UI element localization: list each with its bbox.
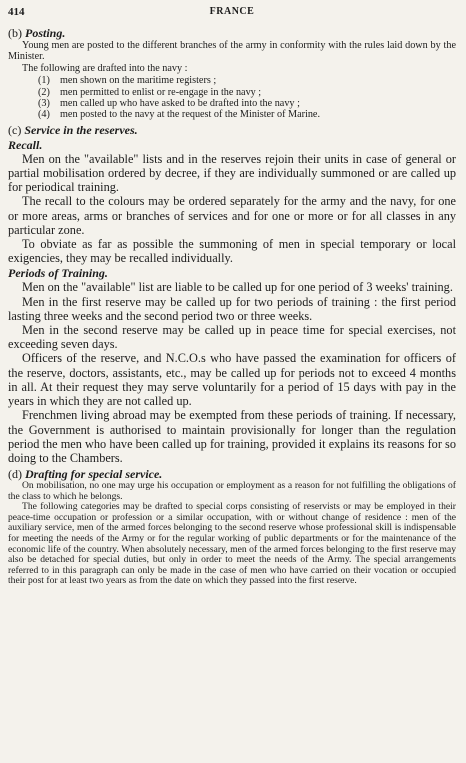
navy-draft-list [8,75,456,121]
paragraph: Young men are posted to the different branches of the army in conformity with the rules laid down by the Minister. [8,40,456,63]
section-title: Service in the reserves. [24,122,138,137]
paragraph: The following categories may be drafted to special corps consisting of reservists or may be employed in their peace-time occupation or profession or a similar occupation, with or without change of residence : men of the auxiliary service, men of the armed forces belonging to the second reserve whose professional skill is indispensable for meeting the needs of the Army or for the regular working of public departments or for the maintenance of the economic life of the country. When absolutely necessary, men of the armed forces belonging to the first reserve may also be detached for special duties, but only in order to meet the needs of the Army. The special arrangements referred to in this paragraph can only be made in the case of men who have carried on their vocation or occupied their post for at least two years as from the date on which they passed into the first reserve. [8,501,456,587]
section-heading-reserves [8,123,456,137]
section-heading-posting [8,26,456,40]
paragraph: Men in the second reserve may be called up in peace time for special exercises, not exceeding seven days. [8,323,456,352]
list-item [38,109,456,120]
list-item [38,87,456,98]
list-text: men permitted to enlist or re-engage in the navy ; [60,86,262,98]
subheading-training: Periods of Training. [8,266,108,281]
running-title: FRANCE [209,6,255,17]
paragraph: Officers of the reserve, and N.C.O.s who have passed the examination for officers of the reserve, doctors, assistants, etc., may be called up for periods not to exceed 4 months in all. At their request they may serve voluntarily for a period of 15 days with pay in the years in which they are not called up. [8,351,456,409]
section-heading-drafting [8,467,456,481]
page-number: 414 [8,6,25,18]
section-title: Posting. [25,26,66,40]
paragraph: Men in the first reserve may be called up for two periods of training : the first period lasting three weeks and the second period two or three weeks. [8,294,456,323]
list-number: (4) [38,109,50,121]
paragraph: The recall to the colours may be ordered separately for the army and the navy, for one or more areas, arms or branches of services and for one or more or for all classes in any particular zone. [8,194,456,237]
section-label: (b) [8,26,22,40]
paragraph: To obviate as far as possible the summoning of men in special temporary or local exigencies, they may be recalled individually. [8,237,456,266]
subheading-recall: Recall. [8,137,43,152]
paragraph: Men on the "available" list are liable to be called up for one period of 3 weeks' training. [22,280,453,295]
list-item [38,75,456,86]
section-drafting [8,467,456,587]
list-text: men shown on the maritime registers ; [60,75,217,87]
section-label: (c) [8,122,22,137]
paragraph: Men on the "available" lists and in the reserves rejoin their units in case of general or partial mobilisation ordered by decree, if they are individually summoned or are called up for periodical training. [8,151,456,195]
list-item [38,98,456,109]
section-title: Drafting for special service. [25,467,163,482]
paragraph: Frenchmen living abroad may be exempted from these periods of training. If necessary, the Government is authorised to maintain provisionally for longer than the regulation period the men who have been called up for training, provided it explains its reasons for so doing to the Chambers. [8,408,456,465]
list-number: (3) [38,98,50,110]
page-header [8,6,456,24]
list-number: (1) [38,75,50,87]
list-text: men called up who have asked to be drafted into the navy ; [60,98,300,110]
list-number: (2) [38,86,50,98]
list-text: men posted to the navy at the request of the Minister of Marine. [60,109,320,121]
section-label: (d) [8,467,22,482]
paragraph: On mobilisation, no one may urge his occupation or employment as a reason for not fulfilling the obligations of the class to which he belongs. [8,480,456,502]
section-posting [8,26,456,121]
section-reserves [8,123,456,465]
paragraph: The following are drafted into the navy : [22,62,188,74]
